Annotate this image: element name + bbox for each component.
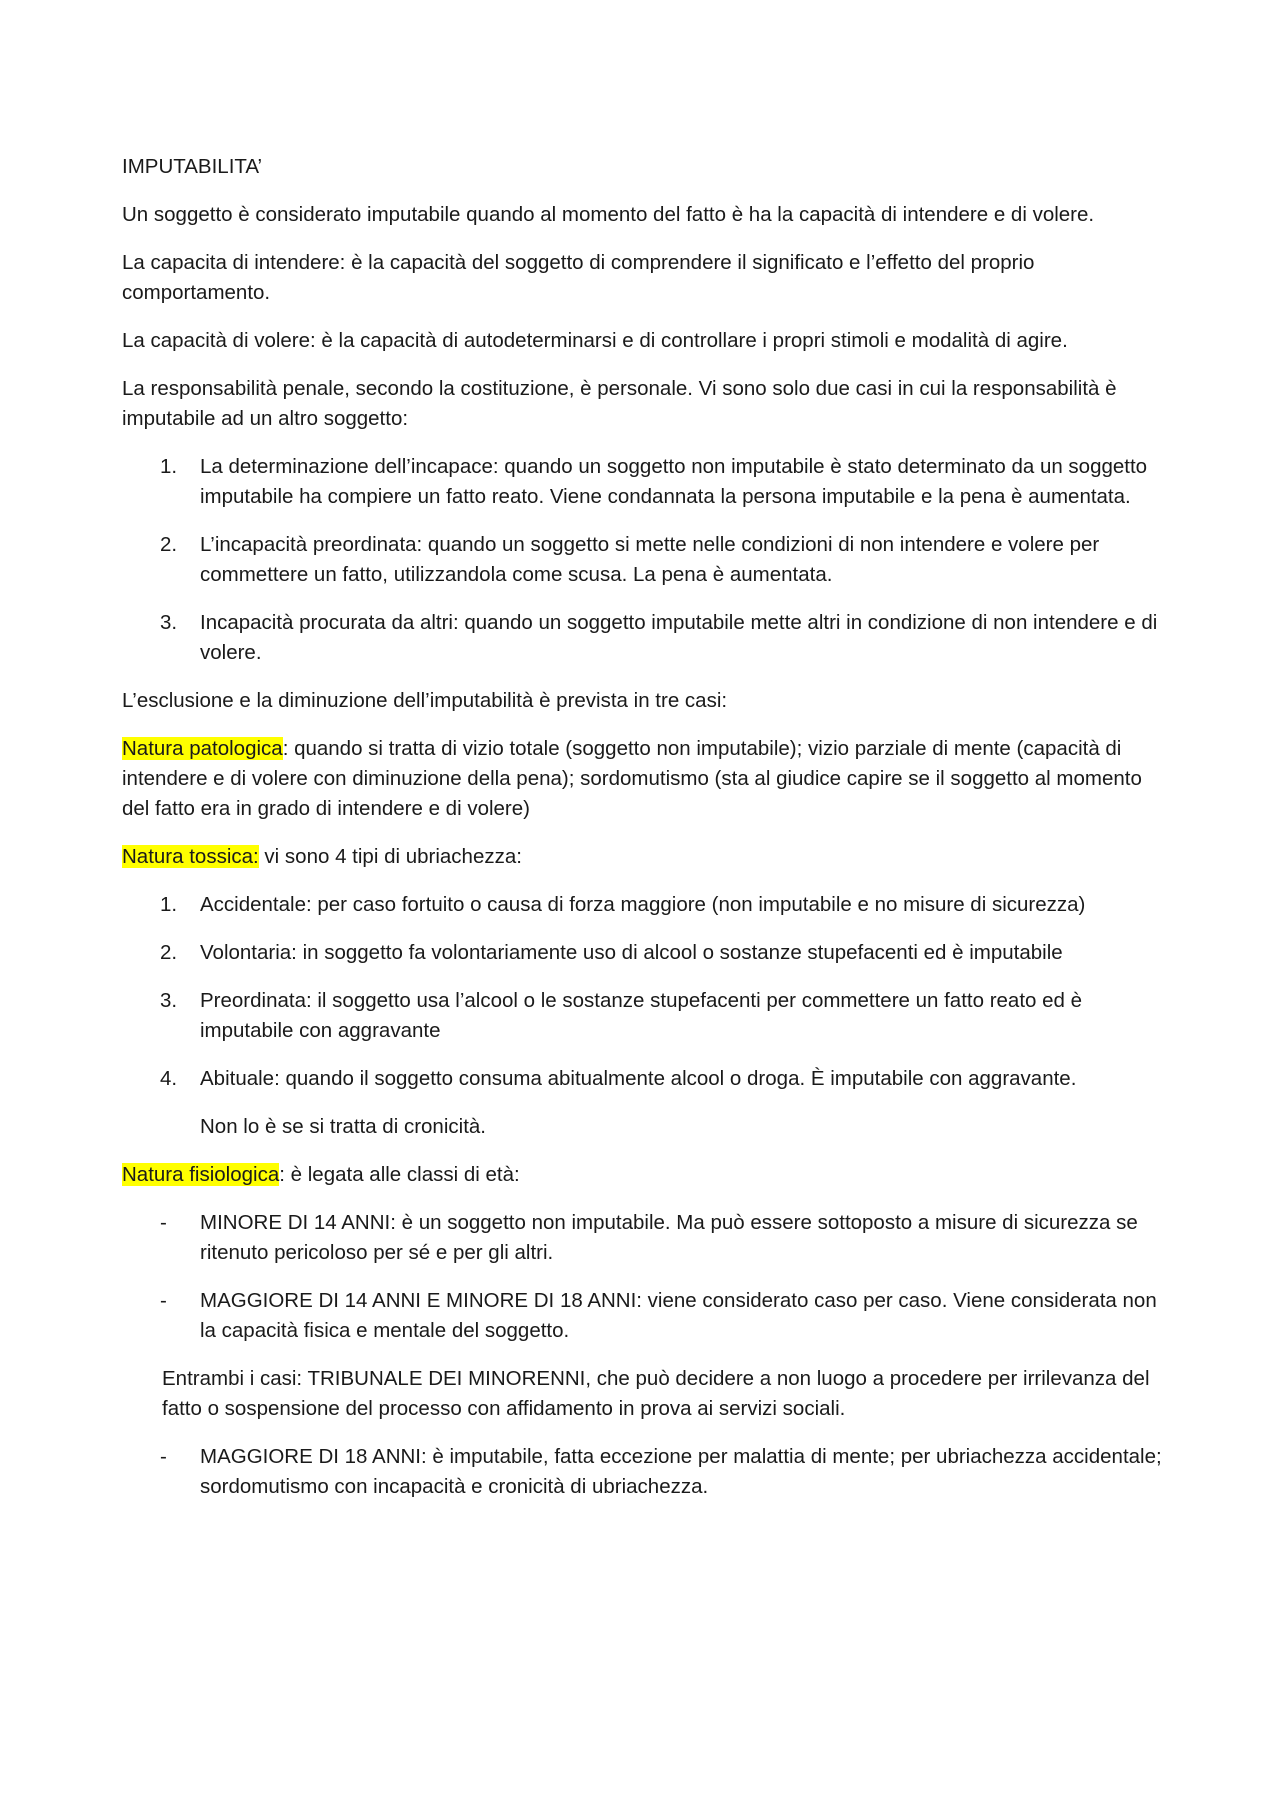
highlight-natura-tossica: Natura tossica: [122, 845, 259, 868]
paragraph-natura-fisiologica [122, 1160, 1162, 1190]
numbered-list-ubriachezza [122, 890, 1162, 1094]
list-marker: - [160, 1445, 167, 1468]
paragraph-cronicita-note: Non lo è se si tratta di cronicità. [200, 1115, 486, 1138]
list-item-text: La determinazione dell’incapace: quando un soggetto non imputabile è stato determinato da un soggetto imputabile ha compiere un fatto reato. Viene condannata la persona imputabile e la pena è aumentata. [200, 455, 1148, 508]
list-item [122, 986, 1162, 1046]
list-item-text: Accidentale: per caso fortuito o causa di forza maggiore (non imputabile e no misure di sicurezza) [200, 893, 1086, 916]
dash-list-eta [122, 1208, 1162, 1346]
paragraph-capacita-intendere: La capacita di intendere: è la capacità del soggetto di comprendere il significato e l’effetto del proprio comportamento. [122, 251, 1035, 304]
dash-list-maggiore-18 [122, 1442, 1162, 1502]
natura-fisiologica-text: : è legata alle classi di età: [279, 1163, 520, 1186]
list-item [122, 1208, 1162, 1268]
list-item [122, 608, 1162, 668]
list-item-text: Incapacità procurata da altri: quando un soggetto imputabile mette altri in condizione di non intendere e di volere. [200, 611, 1158, 664]
list-item-text: MAGGIORE DI 18 ANNI: è imputabile, fatta eccezione per malattia di mente; per ubriachezza accidentale; sordomutismo con incapacità e cronicità di ubriachezza. [200, 1445, 1162, 1498]
list-marker: 3. [160, 611, 178, 634]
highlight-natura-fisiologica: Natura fisiologica [122, 1163, 280, 1186]
list-marker: 3. [160, 989, 178, 1012]
list-item [122, 1064, 1162, 1094]
document-title: IMPUTABILITA’ [122, 155, 263, 178]
paragraph-capacita-volere: La capacità di volere: è la capacità di autodeterminarsi e di controllare i propri stimoli e modalità di agire. [122, 329, 1068, 352]
natura-patologica-text: : quando si tratta di vizio totale (soggetto non imputabile); vizio parziale di mente (capacità di intendere e di volere con diminuzione della pena); sordomutismo (sta al giudice capire se il soggetto al momento del fatto era in grado di intendere e di volere) [122, 737, 1142, 820]
list-item-text: Abituale: quando il soggetto consuma abitualmente alcool o droga. È imputabile con aggravante. [200, 1067, 1077, 1090]
list-marker: 1. [160, 893, 178, 916]
paragraph-responsabilita: La responsabilità penale, secondo la costituzione, è personale. Vi sono solo due casi in cui la responsabilità è imputabile ad un altro soggetto: [122, 377, 1117, 430]
list-marker: 4. [160, 1067, 178, 1090]
list-marker: 2. [160, 533, 178, 556]
numbered-list-casi [122, 452, 1162, 668]
list-item-text: Preordinata: il soggetto usa l’alcool o le sostanze stupefacenti per commettere un fatto reato ed è imputabile con aggravante [200, 989, 1083, 1042]
paragraph-entrambi-casi: Entrambi i casi: TRIBUNALE DEI MINORENNI, che può decidere a non luogo a procedere per irrilevanza del fatto o sospensione del processo con affidamento in prova ai servizi sociali. [162, 1367, 1150, 1420]
list-item [122, 452, 1162, 512]
list-item-text: MAGGIORE DI 14 ANNI E MINORE DI 18 ANNI: viene considerato caso per caso. Viene considerata non la capacità fisica e mentale del soggetto. [200, 1289, 1157, 1342]
list-item [122, 530, 1162, 590]
list-item-text: L’incapacità preordinata: quando un soggetto si mette nelle condizioni di non intendere e volere per commettere un fatto, utilizzandola come scusa. La pena è aumentata. [200, 533, 1100, 586]
paragraph-natura-tossica [122, 842, 1162, 872]
highlight-natura-patologica: Natura patologica [122, 737, 283, 760]
paragraph-definition: Un soggetto è considerato imputabile quando al momento del fatto è ha la capacità di intendere e di volere. [122, 203, 1095, 226]
list-item-text: MINORE DI 14 ANNI: è un soggetto non imputabile. Ma può essere sottoposto a misure di sicurezza se ritenuto pericoloso per sé e per gli altri. [200, 1211, 1138, 1264]
document-body [122, 152, 1162, 1520]
list-marker: - [160, 1211, 167, 1234]
list-item [122, 1286, 1162, 1346]
paragraph-esclusione: L’esclusione e la diminuzione dell’imputabilità è prevista in tre casi: [122, 689, 728, 712]
list-item [122, 938, 1162, 968]
list-marker: 1. [160, 455, 178, 478]
paragraph-natura-patologica [122, 734, 1162, 824]
list-item [122, 890, 1162, 920]
list-item-text: Volontaria: in soggetto fa volontariamente uso di alcool o sostanze stupefacenti ed è imputabile [200, 941, 1063, 964]
list-marker: 2. [160, 941, 178, 964]
natura-tossica-text: vi sono 4 tipi di ubriachezza: [258, 845, 522, 868]
list-marker: - [160, 1289, 167, 1312]
list-item [122, 1442, 1162, 1502]
